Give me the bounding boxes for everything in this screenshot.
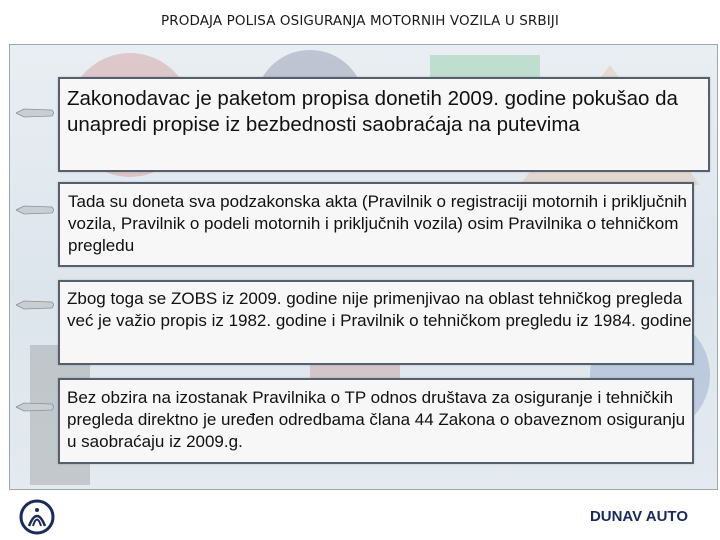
pen-bullet-icon [16, 205, 54, 215]
footer-brand: DUNAV AUTO [589, 508, 688, 525]
text-box-4 [58, 378, 694, 464]
pen-bullet-icon [16, 108, 54, 118]
text-box-2-text: Tada su doneta sva podzakonska akta (Pravilnik o registraciji motornih i priključnih vozila, Pravilnik o podeli motornih i priključnih vozila) osim Pravilnika o tehničkom pregledu [68, 192, 687, 255]
slide-title: PRODAJA POLISA OSIGURANJA MOTORNIH VOZILA U SRBIJI [161, 13, 559, 29]
slide-footer [0, 490, 720, 540]
text-box-1-text: Zakonodavac je paketom propisa donetih 2009. godine pokušao da unapredi propise iz bezbednosti saobraćaja na putevima [67, 87, 678, 136]
text-box-2 [58, 182, 694, 267]
pen-bullet-icon [16, 300, 54, 310]
dunav-logo-icon [18, 498, 56, 536]
text-box-1 [58, 77, 710, 172]
slide-header [0, 0, 720, 44]
pen-bullet-icon [16, 402, 54, 412]
text-box-3-text: Zbog toga se ZOBS iz 2009. godine nije primenjivao na oblast tehničkog pregleda već je važio propis iz 1982. godine i Pravilnik o tehničkom pregledu iz 1984. godine [67, 289, 692, 330]
text-box-4-text: Bez obzira na izostanak Pravilnika o TP odnos društava za osiguranje i tehničkih pregleda direktno je uređen odredbama člana 44 Zakona o obaveznom osiguranju u saobraćaju iz 2009.g. [67, 388, 686, 451]
text-box-3 [58, 280, 694, 365]
